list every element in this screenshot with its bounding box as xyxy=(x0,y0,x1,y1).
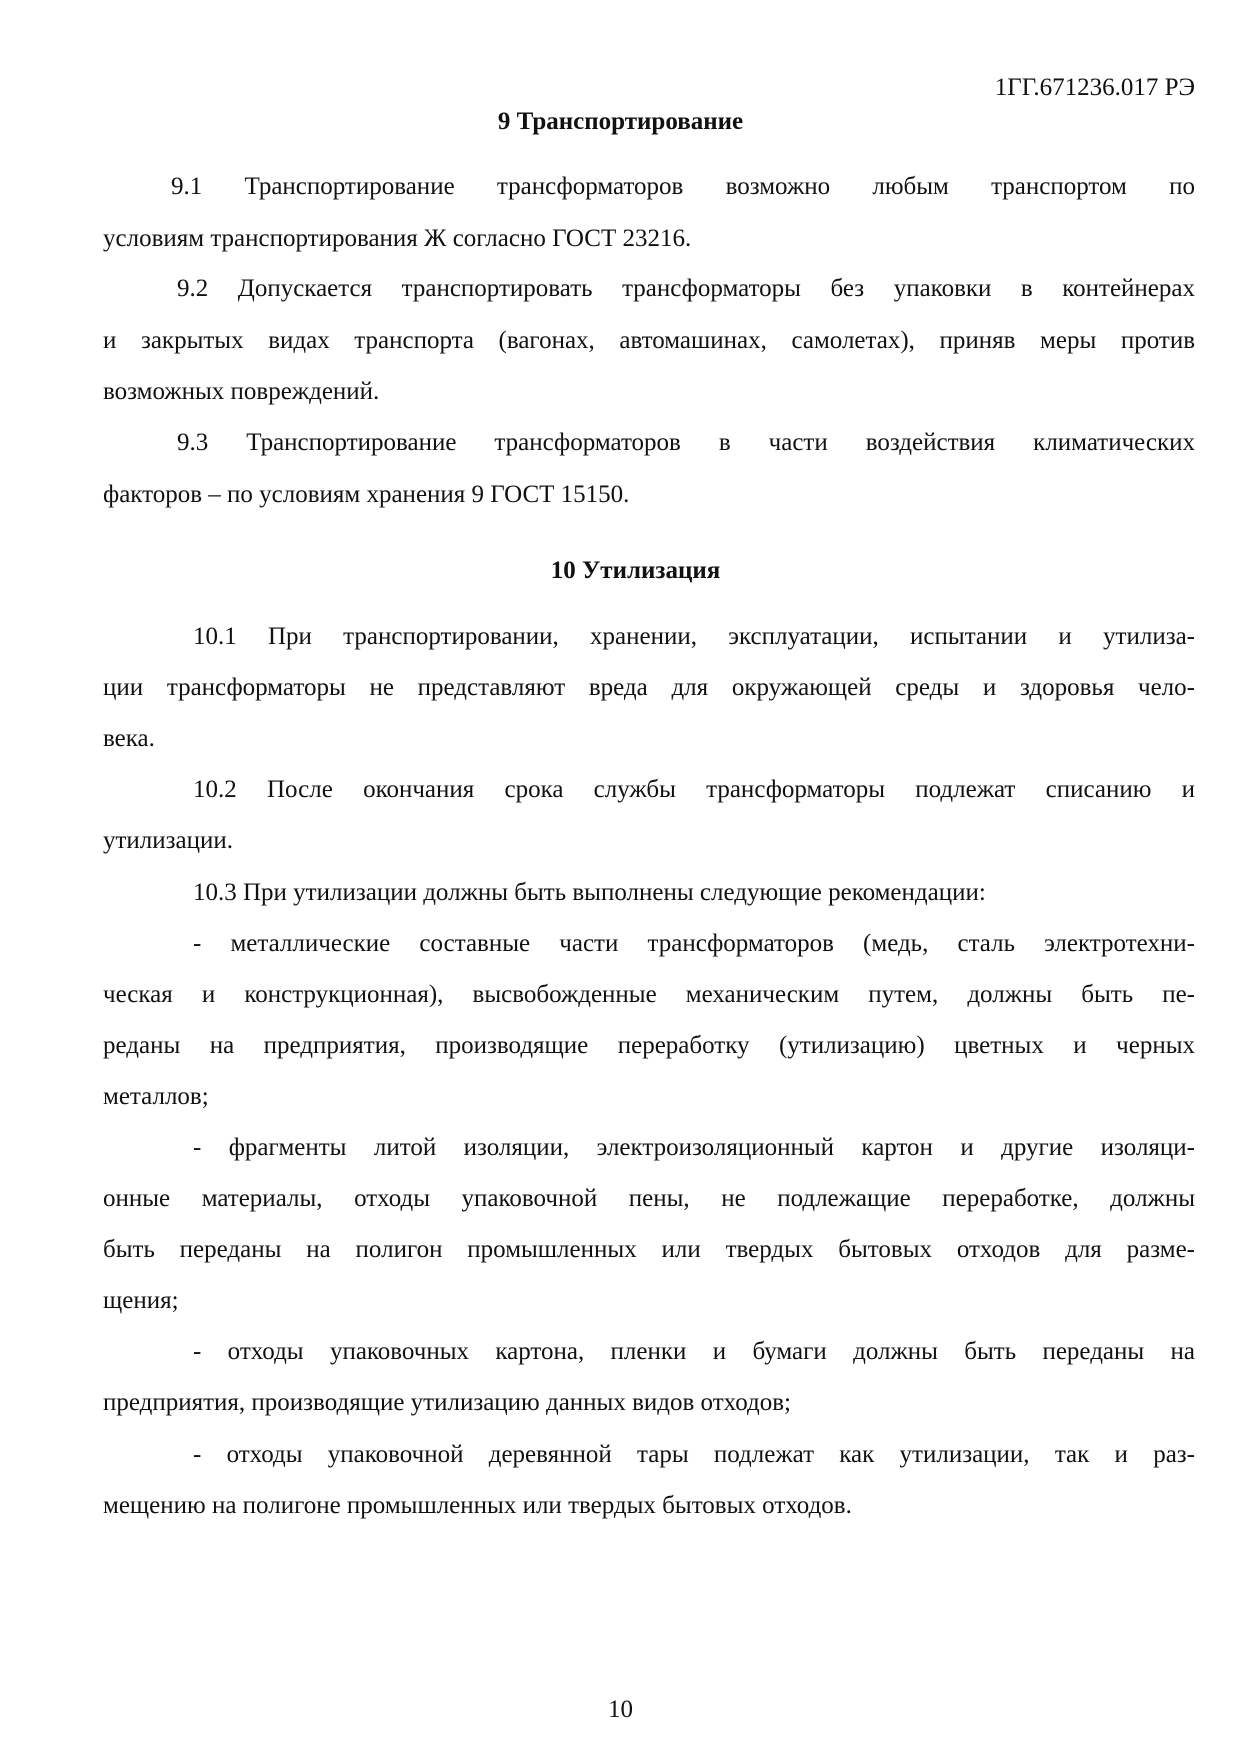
list-item-line: - отходы упаковочной деревянной тары подлежат как утилизации, так и раз- xyxy=(193,1441,1195,1468)
list-item-line: - металлические составные части трансформаторов (медь, сталь электротехни- xyxy=(193,930,1195,957)
paragraph-line: 10.2 После окончания срока службы трансформаторы подлежат списанию и xyxy=(193,776,1195,803)
list-item-line: онные материалы, отходы упаковочной пены, не подлежащие переработке, должны xyxy=(103,1185,1195,1212)
paragraph-line: 10.1 При транспортировании, хранении, эксплуатации, испытании и утилиза- xyxy=(193,623,1195,650)
paragraph-line: и закрытых видах транспорта (вагонах, автомашинах, самолетах), приняв меры против xyxy=(103,327,1195,354)
list-item-line: предприятия, производящие утилизацию данных видов отходов; xyxy=(103,1389,791,1416)
list-item-line: - фрагменты литой изоляции, электроизоляционный картон и другие изоляци- xyxy=(193,1134,1195,1161)
paragraph-line: утилизации. xyxy=(103,827,234,854)
paragraph-line: ции трансформаторы не представляют вреда для окружающей среды и здоровья чело- xyxy=(103,674,1195,701)
paragraph-line: факторов – по условиям хранения 9 ГОСТ 15150. xyxy=(103,481,630,508)
paragraph-line: века. xyxy=(103,725,155,752)
list-item-line: щения; xyxy=(103,1287,179,1314)
section-10-title: 10 Утилизация xyxy=(550,557,721,584)
section-9-title: 9 Транспортирование xyxy=(497,108,744,135)
list-item-line: быть переданы на полигон промышленных или твердых бытовых отходов для разме- xyxy=(103,1236,1195,1263)
paragraph-line: 9.3 Транспортирование трансформаторов в части воздействия климатических xyxy=(177,429,1195,456)
list-item-line: - отходы упаковочных картона, пленки и бумаги должны быть переданы на xyxy=(193,1338,1195,1365)
list-item-line: металлов; xyxy=(103,1083,209,1110)
paragraph-line: 10.3 При утилизации должны быть выполнены следующие рекомендации: xyxy=(193,879,986,906)
list-item-line: реданы на предприятия, производящие переработку (утилизацию) цветных и черных xyxy=(103,1032,1195,1059)
list-item-line: мещению на полигоне промышленных или твердых бытовых отходов. xyxy=(103,1492,852,1519)
paragraph-line: 9.1 Транспортирование трансформаторов возможно любым транспортом по xyxy=(171,173,1195,200)
list-item-line: ческая и конструкционная), высвобожденные механическим путем, должны быть пе- xyxy=(103,981,1195,1008)
paragraph-line: условиям транспортирования Ж согласно ГОСТ 23216. xyxy=(103,225,692,252)
paragraph-line: возможных повреждений. xyxy=(103,378,380,405)
paragraph-line: 9.2 Допускается транспортировать трансформаторы без упаковки в контейнерах xyxy=(177,275,1195,302)
page-number: 10 xyxy=(608,1696,633,1723)
document-code: 1ГГ.671236.017 РЭ xyxy=(994,74,1195,101)
